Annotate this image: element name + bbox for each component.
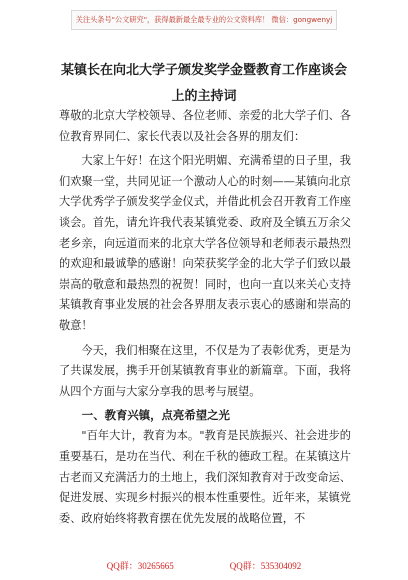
qq-group-2: QQ群：535304092 <box>229 561 302 571</box>
qq-group-1: QQ群：30265665 <box>106 561 174 571</box>
paragraph-2: 今天，我们相聚在这里，不仅是为了表彰优秀，更是为了共谋发展，携手开创某镇教育事业的新篇章。下面，我将从四个方面与大家分享我的思考与展望。 <box>59 343 351 398</box>
promo-banner-text: 关注头条号"公文研究"，获得最新最全最专业的公文资料库！ 微信：gongwenyj <box>75 15 333 24</box>
section-heading: 一、教育兴镇，点亮希望之光 <box>81 408 230 423</box>
document-body <box>59 106 351 529</box>
footer <box>0 559 408 572</box>
section-paragraph: "百年大计，教育为本。"教育是民族振兴、社会进步的重要基石，是功在当代、利在千秋的德政工程。在某镇这片古老而又充满活力的土地上，我们深知教育对于改变命运、促进发展、实现乡村振兴的根本性重要性。近年来，某镇党委、政府始终将教育摆在优先发展的战略位置，不 <box>59 429 351 525</box>
document-title: 某镇长在向北大学子颁发奖学金暨教育工作座谈会上的主持词 <box>60 63 347 104</box>
promo-banner <box>71 10 337 30</box>
paragraph-1: 大家上午好！在这个阳光明媚、充满希望的日子里，我们欢聚一堂，共同见证一个激动人心的时刻——某镇向北京大学优秀学子颁发奖学金仪式，并借此机会召开教育工作座谈会。首先，请允许我代表某镇党委、政府及全镇五万余父老乡亲，向远道而来的北京大学各位领导和老师表示最热烈的欢迎和最诚挚的感谢！向荣获奖学金的北大学子们致以最崇高的敬意和最热烈的祝贺！同时，也向一直以来关心支持某镇教育事业发展的社会各界朋友表示衷心的感谢和崇高的敬意！ <box>59 154 351 332</box>
salutation: 尊敬的北京大学校领导、各位老师、亲爱的北大学子们、各位教育界同仁、家长代表以及社会各界的朋友们： <box>59 109 351 143</box>
